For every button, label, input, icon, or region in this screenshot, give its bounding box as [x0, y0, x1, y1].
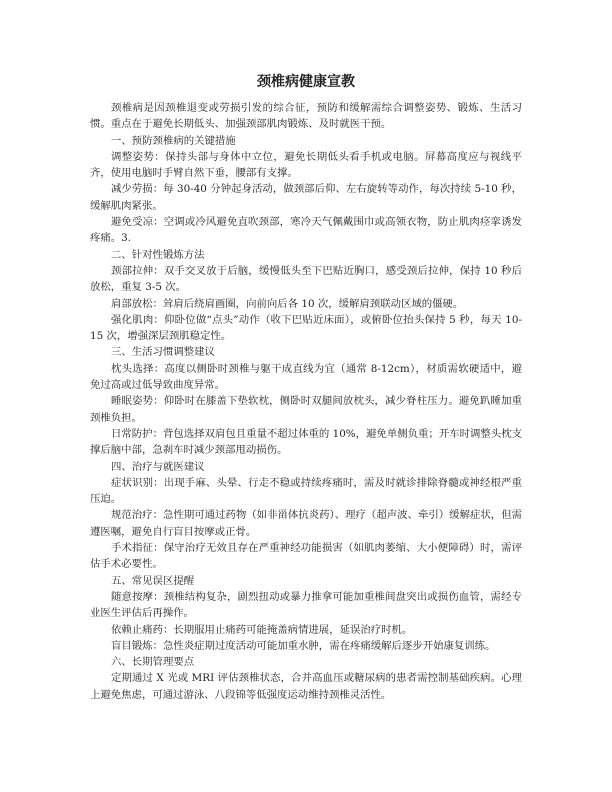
- paragraph: 避免受凉：空调或冷风避免直吹颈部，寒冷天气佩戴围巾或高领衣物，防止肌肉痉挛诱发疼痛。3.: [90, 216, 522, 245]
- paragraph: 肩部放松：耸肩后绕肩画圈，向前向后各 10 次，缓解肩颈联动区域的僵硬。: [111, 297, 464, 310]
- intro-paragraph: 颈椎病是因颈椎退变或劳损引发的综合征，预防和缓解需综合调整姿势、锻炼、生活习惯。重点在于避免长期低头、加强颈部肌肉锻炼、及时就医干预。: [90, 102, 522, 131]
- paragraph: 日常防护：背包选择双肩包且重量不超过体重的 10%，避免单侧负重；开车时调整头枕支撑后脑中部，急刹车时减少颈部甩动损伤。: [90, 427, 522, 457]
- paragraph: 睡眠姿势：仰卧时在膝盖下垫软枕，侧卧时双腿间放枕头，减少脊柱压力。避免趴睡加重颈椎负担。: [90, 395, 522, 424]
- paragraph: 枕头选择：高度以侧卧时颈椎与躯干成直线为宜（通常 8-12cm），材质需软硬适中，避免过高或过低导致曲度异常。: [90, 362, 522, 392]
- document-body: [90, 100, 522, 703]
- paragraph: 症状识别：出现手麻、头晕、行走不稳或持续疼痛时，需及时就诊排除脊髓或神经根严重压迫。: [90, 476, 522, 506]
- paragraph: 减少劳损：每 30-40 分钟起身活动，做颈部后仰、左右旋转等动作，每次持续 5-10 秒，缓解肌肉紧张。: [90, 183, 522, 212]
- document-title: 颈椎病健康宣教: [257, 74, 355, 90]
- paragraph: 颈部拉伸：双手交叉放于后脑，缓慢低头至下巴贴近胸口，感受颈后拉伸，保持 10 秒后放松，重复 3-5 次。: [90, 264, 522, 294]
- paragraph: 手术指征：保守治疗无效且存在严重神经功能损害（如肌肉萎缩、大小便障碍）时，需评估手术必要性。: [90, 542, 522, 571]
- section-heading: 三、生活习惯调整建议: [111, 346, 215, 359]
- paragraph: 随意按摩：颈椎结构复杂，剧烈扭动或暴力推拿可能加重椎间盘突出或损伤血管，需经专业医生评估后再操作。: [90, 590, 522, 620]
- section-heading: 六、长期管理要点: [111, 656, 195, 669]
- section-heading: 五、常见误区提醒: [111, 574, 195, 587]
- paragraph: 调整姿势：保持头部与身体中立位，避免长期低头看手机或电脑。屏幕高度应与视线平齐，使用电脑时手臂自然下垂，腰部有支撑。: [90, 150, 522, 180]
- section-heading: 一、预防颈椎病的关键措施: [111, 134, 236, 147]
- paragraph: 依赖止痛药：长期服用止痛药可能掩盖病情进展，延误治疗时机。: [111, 623, 413, 636]
- paragraph: 强化肌肉：仰卧位做“点头”动作（收下巴贴近床面），或俯卧位抬头保持 5 秒，每天 10-15 次，增强深层颈肌稳定性。: [90, 313, 522, 343]
- section-heading: 四、治疗与就医建议: [111, 460, 205, 473]
- section-heading: 二、针对性锻炼方法: [111, 248, 205, 261]
- paragraph: 规范治疗：急性期可通过药物（如非甾体抗炎药）、理疗（超声波、牵引）缓解症状，但需遵医嘱，避免自行盲目按摩或正骨。: [90, 509, 522, 538]
- paragraph: 盲目锻炼：急性炎症期过度活动可能加重水肿，需在疼痛缓解后逐步开始康复训练。: [111, 639, 496, 652]
- paragraph: 定期通过 X 光或 MRI 评估颈椎状态，合并高血压或糖尿病的患者需控制基础疾病。心理上避免焦虑，可通过游泳、八段锦等低强度运动维持颈椎灵活性。: [90, 672, 522, 701]
